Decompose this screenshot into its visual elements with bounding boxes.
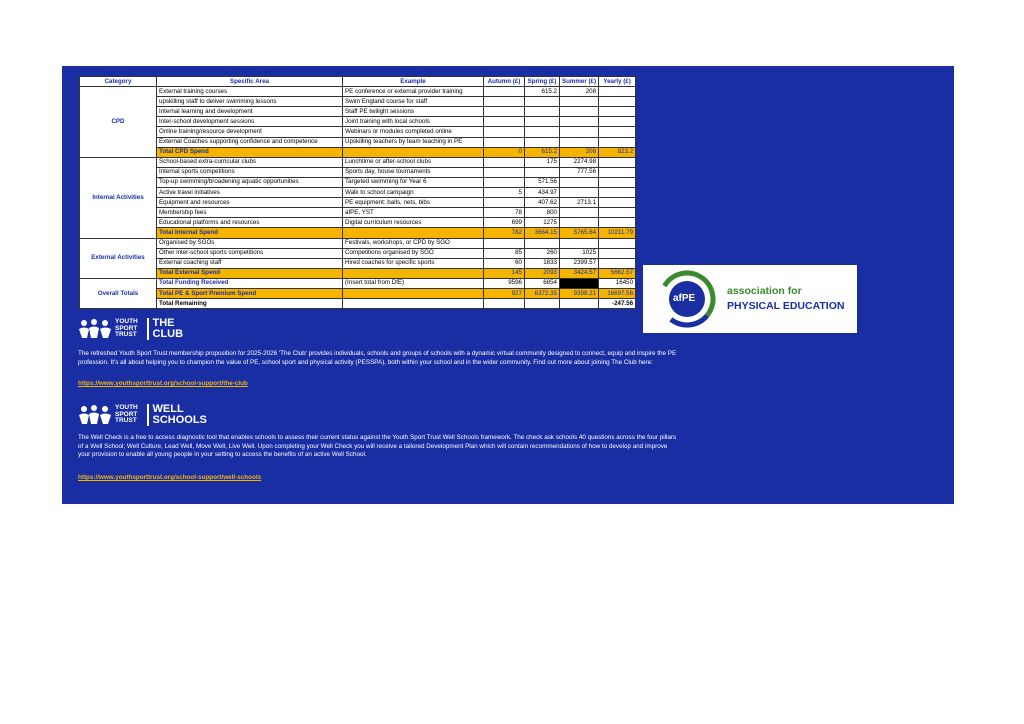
spring-cell: 1833 bbox=[525, 258, 560, 268]
specific-area-cell: Organised by SGOs bbox=[157, 238, 343, 248]
logo-divider bbox=[147, 404, 149, 426]
header-specific-area: Specific Area bbox=[157, 77, 343, 87]
yst-wordmark: YOUTH SPORT TRUST bbox=[115, 404, 138, 425]
specific-area-cell: External training courses bbox=[157, 87, 343, 97]
header-summer: Summer (£) bbox=[560, 77, 599, 87]
example-cell: Hired coaches for specific sports bbox=[343, 258, 484, 268]
table-row bbox=[80, 137, 636, 147]
total-autumn-cell: 0 bbox=[484, 147, 525, 157]
summer-cell: 2399.57 bbox=[560, 258, 599, 268]
autumn-cell bbox=[484, 177, 525, 187]
afpe-line2: PHYSICAL EDUCATION bbox=[727, 300, 845, 312]
total-row bbox=[80, 147, 636, 157]
table-row bbox=[80, 198, 636, 208]
table-row bbox=[80, 177, 636, 187]
yst-figures-icon bbox=[78, 405, 112, 425]
header-spring: Spring (£) bbox=[525, 77, 560, 87]
table-row bbox=[80, 248, 636, 258]
total-yearly-cell: 10211.79 bbox=[599, 228, 636, 238]
empty-cell bbox=[484, 299, 525, 309]
table-row bbox=[80, 208, 636, 218]
yearly-cell bbox=[599, 107, 636, 117]
autumn-cell bbox=[484, 107, 525, 117]
yearly-cell bbox=[599, 218, 636, 228]
specific-area-cell: Membership fees bbox=[157, 208, 343, 218]
funding-autumn-cell: 9596 bbox=[484, 278, 525, 288]
example-cell: PE equipment: balls, nets, bibs bbox=[343, 198, 484, 208]
header-autumn: Autumn (£) bbox=[484, 77, 525, 87]
total-autumn-cell: 782 bbox=[484, 228, 525, 238]
total-row bbox=[80, 228, 636, 238]
yearly-cell bbox=[599, 188, 636, 198]
autumn-cell: 5 bbox=[484, 188, 525, 198]
total-yearly-cell: 823.2 bbox=[599, 147, 636, 157]
category-cell: CPD bbox=[80, 87, 157, 158]
autumn-cell bbox=[484, 137, 525, 147]
spring-cell bbox=[525, 107, 560, 117]
autumn-cell bbox=[484, 238, 525, 248]
spring-cell bbox=[525, 238, 560, 248]
summer-cell bbox=[560, 208, 599, 218]
remaining-row bbox=[80, 299, 636, 309]
total-label-cell: Total CPD Spend bbox=[157, 147, 343, 157]
spring-cell: 175 bbox=[525, 157, 560, 167]
yst-club-logo bbox=[78, 318, 193, 340]
example-cell: Lunchtime or after-school clubs bbox=[343, 157, 484, 167]
table-row bbox=[80, 167, 636, 177]
spring-cell bbox=[525, 167, 560, 177]
spring-cell: 800 bbox=[525, 208, 560, 218]
empty-cell bbox=[343, 147, 484, 157]
summer-cell bbox=[560, 97, 599, 107]
autumn-cell bbox=[484, 157, 525, 167]
summer-cell bbox=[560, 188, 599, 198]
autumn-cell bbox=[484, 198, 525, 208]
autumn-cell: 699 bbox=[484, 218, 525, 228]
spring-cell: 407.62 bbox=[525, 198, 560, 208]
total-label-cell: Total External Spend bbox=[157, 268, 343, 278]
spring-cell bbox=[525, 127, 560, 137]
category-cell: Overall Totals bbox=[80, 278, 157, 308]
budget-table bbox=[79, 76, 636, 309]
total-spend-row bbox=[80, 288, 636, 298]
table-row bbox=[80, 238, 636, 248]
yearly-cell bbox=[599, 258, 636, 268]
summer-cell: 2274.98 bbox=[560, 157, 599, 167]
autumn-cell: 85 bbox=[484, 248, 525, 258]
yearly-cell bbox=[599, 198, 636, 208]
specific-area-cell: Active travel initiatives bbox=[157, 188, 343, 198]
yearly-cell bbox=[599, 177, 636, 187]
empty-cell bbox=[343, 228, 484, 238]
example-cell: Competitions organised by SGO bbox=[343, 248, 484, 258]
spend-label-cell: Total PE & Sport Premium Spend bbox=[157, 288, 343, 298]
example-cell: PE conference or external provider training bbox=[343, 87, 484, 97]
wellschools-description: The Well Check is a free to access diagnostic tool that enables schools to assess their current status against the Youth Sport Trust Well Schools framework. The check ask schools 40 questions across the four pillars of a Well School; Well Culture, Lead Well, Move Well, Live Well. Upon completing your Well Check you will receive a tailored Development Plan which will contain recommendations of how to develop and improve your provision to enable all young people in your setting to access the benefits of an active Well School. bbox=[78, 434, 677, 458]
autumn-cell: 60 bbox=[484, 258, 525, 268]
example-cell: Walk to school campaign bbox=[343, 188, 484, 198]
afpe-line1: association for bbox=[727, 285, 802, 297]
example-cell: Digital curriculum resources bbox=[343, 218, 484, 228]
empty-cell bbox=[343, 299, 484, 309]
example-cell: Sports day, house tournaments bbox=[343, 167, 484, 177]
specific-area-cell: Inter-school development sessions bbox=[157, 117, 343, 127]
summer-cell bbox=[560, 107, 599, 117]
total-spring-cell: 3664.15 bbox=[525, 228, 560, 238]
wellschools-title: WELL SCHOOLS bbox=[152, 403, 207, 426]
spring-cell bbox=[525, 117, 560, 127]
autumn-cell bbox=[484, 117, 525, 127]
example-cell: Webinars or modules completed online bbox=[343, 127, 484, 137]
specific-area-cell: Top-up swimming/broadening aquatic opportunities bbox=[157, 177, 343, 187]
yearly-cell bbox=[599, 157, 636, 167]
summer-cell bbox=[560, 117, 599, 127]
club-link[interactable]: https://www.youthsporttrust.org/school-support/the-club bbox=[78, 380, 248, 387]
yearly-cell bbox=[599, 97, 636, 107]
total-spring-cell: 615.2 bbox=[525, 147, 560, 157]
example-cell: Targeted swimming for Year 6 bbox=[343, 177, 484, 187]
funding-example-cell: (Insert total from DfE) bbox=[343, 278, 484, 288]
spring-cell: 260 bbox=[525, 248, 560, 258]
spend-spring-cell: 6372.35 bbox=[525, 288, 560, 298]
specific-area-cell: External coaching staff bbox=[157, 258, 343, 268]
funding-summer-cell bbox=[560, 278, 599, 288]
total-summer-cell: 3424.57 bbox=[560, 268, 599, 278]
yearly-cell bbox=[599, 87, 636, 97]
table-row bbox=[80, 107, 636, 117]
funding-spring-cell: 6854 bbox=[525, 278, 560, 288]
example-cell: Festivals, workshops, or CPD by SGO bbox=[343, 238, 484, 248]
summer-cell bbox=[560, 127, 599, 137]
funding-yearly-cell: 16450 bbox=[599, 278, 636, 288]
empty-cell bbox=[343, 268, 484, 278]
specific-area-cell: Internal sports competitions bbox=[157, 167, 343, 177]
afpe-logo bbox=[643, 265, 857, 333]
table-row bbox=[80, 97, 636, 107]
total-summer-cell: 208 bbox=[560, 147, 599, 157]
table-row bbox=[80, 188, 636, 198]
summer-cell: 2713.1 bbox=[560, 198, 599, 208]
spring-cell: 615.2 bbox=[525, 87, 560, 97]
specific-area-cell: External Coaches supporting confidence and competence bbox=[157, 137, 343, 147]
example-cell: Upskilling teachers by team teaching in PE bbox=[343, 137, 484, 147]
autumn-cell bbox=[484, 167, 525, 177]
yearly-cell bbox=[599, 137, 636, 147]
yst-wellschools-logo bbox=[78, 404, 223, 426]
club-description: The refreshed Youth Sport Trust membership proposition for 2025-2026 'The Club' provides individuals, schools and groups of schools with a dynamic virtual community designed to connect, equip and inspire the PE profession. It's all about helping you to champion the value of PE, school sport and physical activity (PESSPA), both within your school and in the wider community. Find out more about joining The Club here: bbox=[78, 350, 677, 366]
yearly-cell bbox=[599, 127, 636, 137]
total-label-cell: Total Internal Spend bbox=[157, 228, 343, 238]
yearly-cell bbox=[599, 208, 636, 218]
specific-area-cell: Online training/resource development bbox=[157, 127, 343, 137]
table-row bbox=[80, 258, 636, 268]
table-header-row bbox=[80, 77, 636, 87]
summer-cell bbox=[560, 137, 599, 147]
yearly-cell bbox=[599, 238, 636, 248]
spend-autumn-cell: 927 bbox=[484, 288, 525, 298]
spring-cell: 434.97 bbox=[525, 188, 560, 198]
summer-cell: 1025 bbox=[560, 248, 599, 258]
table-row bbox=[80, 117, 636, 127]
remaining-label-cell: Total Remaining bbox=[157, 299, 343, 309]
table-row bbox=[80, 87, 636, 97]
total-spring-cell: 2093 bbox=[525, 268, 560, 278]
wellschools-link[interactable]: https://www.youthsporttrust.org/school-support/well-schools bbox=[78, 474, 262, 481]
header-category: Category bbox=[80, 77, 157, 87]
header-example: Example bbox=[343, 77, 484, 87]
category-cell: External Activities bbox=[80, 238, 157, 278]
spring-cell: 1275 bbox=[525, 218, 560, 228]
specific-area-cell: Internal learning and development bbox=[157, 107, 343, 117]
empty-cell bbox=[525, 299, 560, 309]
total-yearly-cell: 5662.57 bbox=[599, 268, 636, 278]
funding-row bbox=[80, 278, 636, 288]
summer-cell bbox=[560, 218, 599, 228]
header-yearly: Yearly (£) bbox=[599, 77, 636, 87]
specific-area-cell: School-based extra-curricular clubs bbox=[157, 157, 343, 167]
summer-cell bbox=[560, 177, 599, 187]
category-cell: Internal Activities bbox=[80, 157, 157, 238]
spend-summer-cell: 9398.21 bbox=[560, 288, 599, 298]
specific-area-cell: upskilling staff to deliver swimming lessons bbox=[157, 97, 343, 107]
table-row bbox=[80, 127, 636, 137]
spring-cell: 571.56 bbox=[525, 177, 560, 187]
autumn-cell bbox=[484, 97, 525, 107]
specific-area-cell: Equipment and resources bbox=[157, 198, 343, 208]
example-cell: afPE, YST bbox=[343, 208, 484, 218]
specific-area-cell: Other inter-school sports competitions bbox=[157, 248, 343, 258]
empty-cell bbox=[560, 299, 599, 309]
example-cell: Joint training with local schools bbox=[343, 117, 484, 127]
club-title: THE CLUB bbox=[152, 317, 184, 340]
funding-label-cell: Total Funding Received bbox=[157, 278, 343, 288]
yearly-cell bbox=[599, 248, 636, 258]
total-row bbox=[80, 268, 636, 278]
table-row bbox=[80, 157, 636, 167]
remaining-yearly-cell: -247.56 bbox=[599, 299, 636, 309]
total-autumn-cell: 145 bbox=[484, 268, 525, 278]
total-summer-cell: 5765.64 bbox=[560, 228, 599, 238]
autumn-cell bbox=[484, 87, 525, 97]
spring-cell bbox=[525, 137, 560, 147]
summer-cell: 777.56 bbox=[560, 167, 599, 177]
autumn-cell bbox=[484, 127, 525, 137]
logo-divider bbox=[147, 318, 149, 340]
afpe-badge: afPE bbox=[673, 293, 696, 304]
autumn-cell: 78 bbox=[484, 208, 525, 218]
yearly-cell bbox=[599, 117, 636, 127]
yst-figures-icon bbox=[78, 319, 112, 339]
spend-yearly-cell: 16697.56 bbox=[599, 288, 636, 298]
example-cell: Swim England course for staff bbox=[343, 97, 484, 107]
example-cell: Staff PE twilight sessions bbox=[343, 107, 484, 117]
yearly-cell bbox=[599, 167, 636, 177]
table-row bbox=[80, 218, 636, 228]
spring-cell bbox=[525, 97, 560, 107]
empty-cell bbox=[343, 288, 484, 298]
yst-wordmark: YOUTH SPORT TRUST bbox=[115, 318, 138, 339]
summer-cell bbox=[560, 238, 599, 248]
specific-area-cell: Educational platforms and resources bbox=[157, 218, 343, 228]
summer-cell: 208 bbox=[560, 87, 599, 97]
